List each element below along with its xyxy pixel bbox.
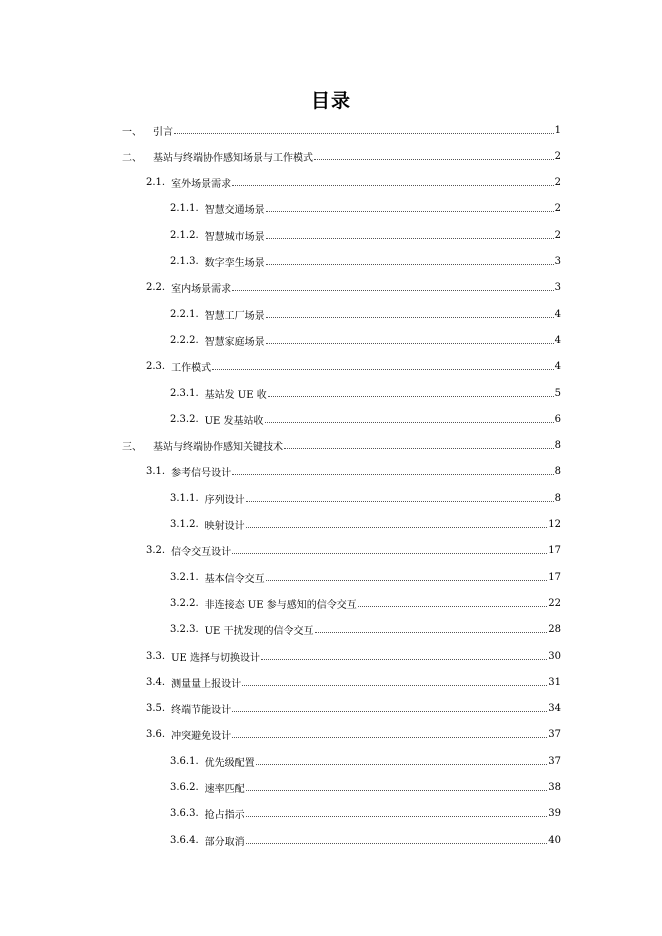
toc-entry[interactable] (170, 384, 561, 402)
toc-entry-leader (358, 606, 548, 607)
toc-entry-leader (232, 290, 554, 291)
toc-entry-text: 引言 (153, 126, 173, 138)
toc-entry-number: 二、 (122, 152, 142, 164)
toc-entry[interactable] (170, 516, 561, 534)
toc-entry-number: 3.6.2. (170, 782, 199, 793)
toc-entry-number: 3.2.2. (170, 597, 199, 609)
toc-entry-page: 4 (554, 334, 561, 346)
toc-entry[interactable] (170, 253, 561, 271)
toc-entry-page: 3 (554, 282, 561, 294)
toc-entry[interactable] (170, 410, 561, 428)
toc-entry-page: 2 (554, 229, 561, 241)
toc-entry-leader (266, 264, 554, 265)
toc-entry-leader (265, 422, 554, 423)
toc-entry-number: 3.6. (146, 729, 166, 741)
toc-entry-text: 室外场景需求 (171, 179, 232, 191)
toc-entry-page: 8 (554, 492, 561, 504)
toc-entry-number: 3.4. (146, 676, 166, 688)
toc-entry-page: 37 (548, 729, 561, 741)
toc-entry[interactable] (170, 489, 561, 507)
toc-entry-number: 三、 (122, 442, 142, 454)
toc-entry-page: 37 (548, 755, 561, 767)
toc-entry-text: 智慧家庭场景 (204, 336, 265, 348)
toc-entry-text: 基本信令交互 (204, 573, 265, 585)
toc-entry[interactable] (170, 331, 561, 349)
toc-entry-leader (266, 238, 554, 239)
toc-entry-text: 工作模式 (171, 363, 212, 375)
toc-entry-leader (174, 133, 554, 134)
toc-entry-leader (246, 790, 548, 791)
toc-entry-leader (266, 317, 554, 318)
toc-entry-page: 4 (554, 361, 561, 373)
toc-entry-leader (246, 527, 548, 528)
toc-entry-text: UE 选择与切换设计 (171, 652, 260, 664)
toc-entry-leader (232, 474, 554, 475)
toc-entry[interactable] (146, 463, 561, 481)
toc-entry-page: 17 (548, 545, 561, 557)
toc-entry-page: 8 (554, 440, 561, 452)
toc-entry-text: 映射设计 (204, 521, 245, 532)
toc-entry-page: 12 (548, 519, 561, 530)
toc-entry-text: 智慧城市场景 (204, 231, 265, 243)
toc-entry-leader (261, 659, 547, 660)
toc-entry-text: 抢占指示 (204, 810, 245, 822)
toc-entry-text: 序列设计 (204, 494, 245, 506)
toc-entry-text: 非连接态 UE 参与感知的信令交互 (204, 599, 357, 611)
toc-entry-number: 2.3. (146, 361, 166, 373)
toc-entry-leader (266, 580, 548, 581)
toc-entry-text: 参考信号设计 (171, 468, 232, 480)
toc-entry-leader (232, 185, 554, 186)
toc-entry-text: 智慧交通场景 (204, 205, 265, 217)
toc-entry-page: 3 (554, 256, 561, 267)
toc-entry-number: 2.2.2. (170, 334, 199, 346)
toc-entry-number: 3.5. (146, 703, 166, 715)
toc-entry[interactable] (122, 437, 561, 455)
toc-entry-text: 智慧工厂场景 (204, 310, 265, 322)
toc-entry-text: 部分取消 (204, 836, 245, 848)
toc-entry-leader (246, 843, 548, 844)
toc-entry[interactable] (146, 279, 561, 297)
toc-entry-leader (246, 501, 554, 502)
toc-entry-text: 速率匹配 (204, 784, 245, 795)
toc-entry-text: 室内场景需求 (171, 284, 232, 296)
toc-entry-text: 基站与终端协作感知场景与工作模式 (153, 152, 313, 164)
toc-entry-number: 3.6.3. (170, 808, 199, 820)
toc-entry[interactable] (170, 305, 561, 323)
toc-entry[interactable] (170, 752, 561, 770)
toc-entry-leader (246, 816, 548, 817)
toc-entry[interactable] (170, 831, 561, 849)
toc-entry-page: 38 (548, 782, 561, 793)
toc-entry[interactable] (170, 779, 561, 797)
toc-entry-leader (212, 369, 554, 370)
toc-entry[interactable] (122, 147, 561, 165)
toc-entry-page: 17 (548, 571, 561, 583)
toc-entry-number: 3.3. (146, 650, 166, 662)
toc-entry[interactable] (146, 673, 561, 691)
toc-entry-leader (268, 396, 554, 397)
toc-entry-number: 2.1. (146, 177, 166, 189)
toc-entry-page: 2 (554, 150, 561, 162)
toc-entry-leader (284, 448, 554, 449)
toc-entry[interactable] (146, 647, 561, 665)
toc-entry-text: 基站发 UE 收 (204, 389, 267, 401)
toc-entry-page: 28 (548, 624, 561, 636)
toc-entry-number: 3.2.3. (170, 624, 199, 636)
toc-entry-leader (232, 711, 547, 712)
toc-entry-number: 2.3.2. (170, 413, 199, 425)
toc-entry[interactable] (170, 805, 561, 823)
toc-entry[interactable] (146, 726, 561, 744)
toc-entry-page: 31 (548, 676, 561, 688)
toc-entry-page: 6 (554, 413, 561, 425)
toc-entry-page: 34 (548, 703, 561, 715)
toc-entry-page: 22 (548, 597, 561, 609)
toc-entry-page: 2 (554, 203, 561, 215)
toc-entry[interactable] (170, 226, 561, 244)
toc-entry-text: 信令交互设计 (171, 547, 232, 559)
toc-entry-page: 40 (548, 834, 561, 846)
toc-entry-text: 数字孪生场景 (204, 258, 265, 269)
toc-entry-number: 2.1.1. (170, 203, 199, 215)
toc-entry-number: 3.1.1. (170, 492, 199, 504)
toc-entry[interactable] (146, 542, 561, 560)
toc-entry-page: 30 (548, 650, 561, 662)
toc-entry-leader (314, 159, 554, 160)
toc-entry-leader (256, 764, 548, 765)
toc-entry-text: UE 干扰发现的信令交互 (204, 626, 314, 638)
toc-entry-page: 4 (554, 308, 561, 320)
toc-entry-page: 8 (554, 466, 561, 478)
toc-entry-text: 优先级配置 (204, 757, 255, 769)
toc-entry-number: 3.1.2. (170, 519, 199, 530)
toc-entry[interactable] (170, 568, 561, 586)
toc-entry-number: 2.1.3. (170, 256, 199, 267)
toc-entry[interactable] (170, 200, 561, 218)
toc-entry-number: 3.2. (146, 545, 166, 557)
toc-entry-number: 3.6.4. (170, 834, 199, 846)
toc-entry-page: 2 (554, 177, 561, 189)
toc-entry-text: UE 发基站收 (204, 415, 264, 427)
toc-entry-leader (315, 632, 548, 633)
toc-entry-text: 测量量上报设计 (171, 678, 242, 690)
toc-entry-number: 2.1.2. (170, 229, 199, 241)
toc-entry-text: 终端节能设计 (171, 705, 232, 717)
toc-entry-number: 2.3.1. (170, 387, 199, 399)
toc-entry-page: 1 (554, 124, 561, 136)
toc-entry-text: 冲突避免设计 (171, 731, 232, 743)
toc-entry[interactable] (146, 358, 561, 376)
toc-entry-number: 一、 (122, 126, 142, 138)
toc-entry-number: 3.2.1. (170, 571, 199, 583)
toc-entry[interactable] (122, 121, 561, 139)
toc-entry-number: 3.1. (146, 466, 166, 478)
toc-entry-page: 39 (548, 808, 561, 820)
toc-entry-leader (242, 685, 547, 686)
toc-entry-leader (266, 343, 554, 344)
toc-title: 目录 (310, 90, 351, 112)
toc-entry-number: 2.2.1. (170, 308, 199, 320)
toc-entry[interactable] (146, 174, 561, 192)
toc-entry[interactable] (146, 700, 561, 718)
toc-entry-number: 3.6.1. (170, 755, 199, 767)
toc-entry[interactable] (170, 594, 561, 612)
toc-entry-page: 5 (554, 387, 561, 399)
toc-entry-leader (232, 737, 547, 738)
toc-entry-number: 2.2. (146, 282, 166, 294)
toc-entry-leader (266, 211, 554, 212)
toc-entry-leader (232, 553, 547, 554)
toc-entry-text: 基站与终端协作感知关键技术 (153, 442, 283, 454)
toc-entry[interactable] (170, 621, 561, 639)
